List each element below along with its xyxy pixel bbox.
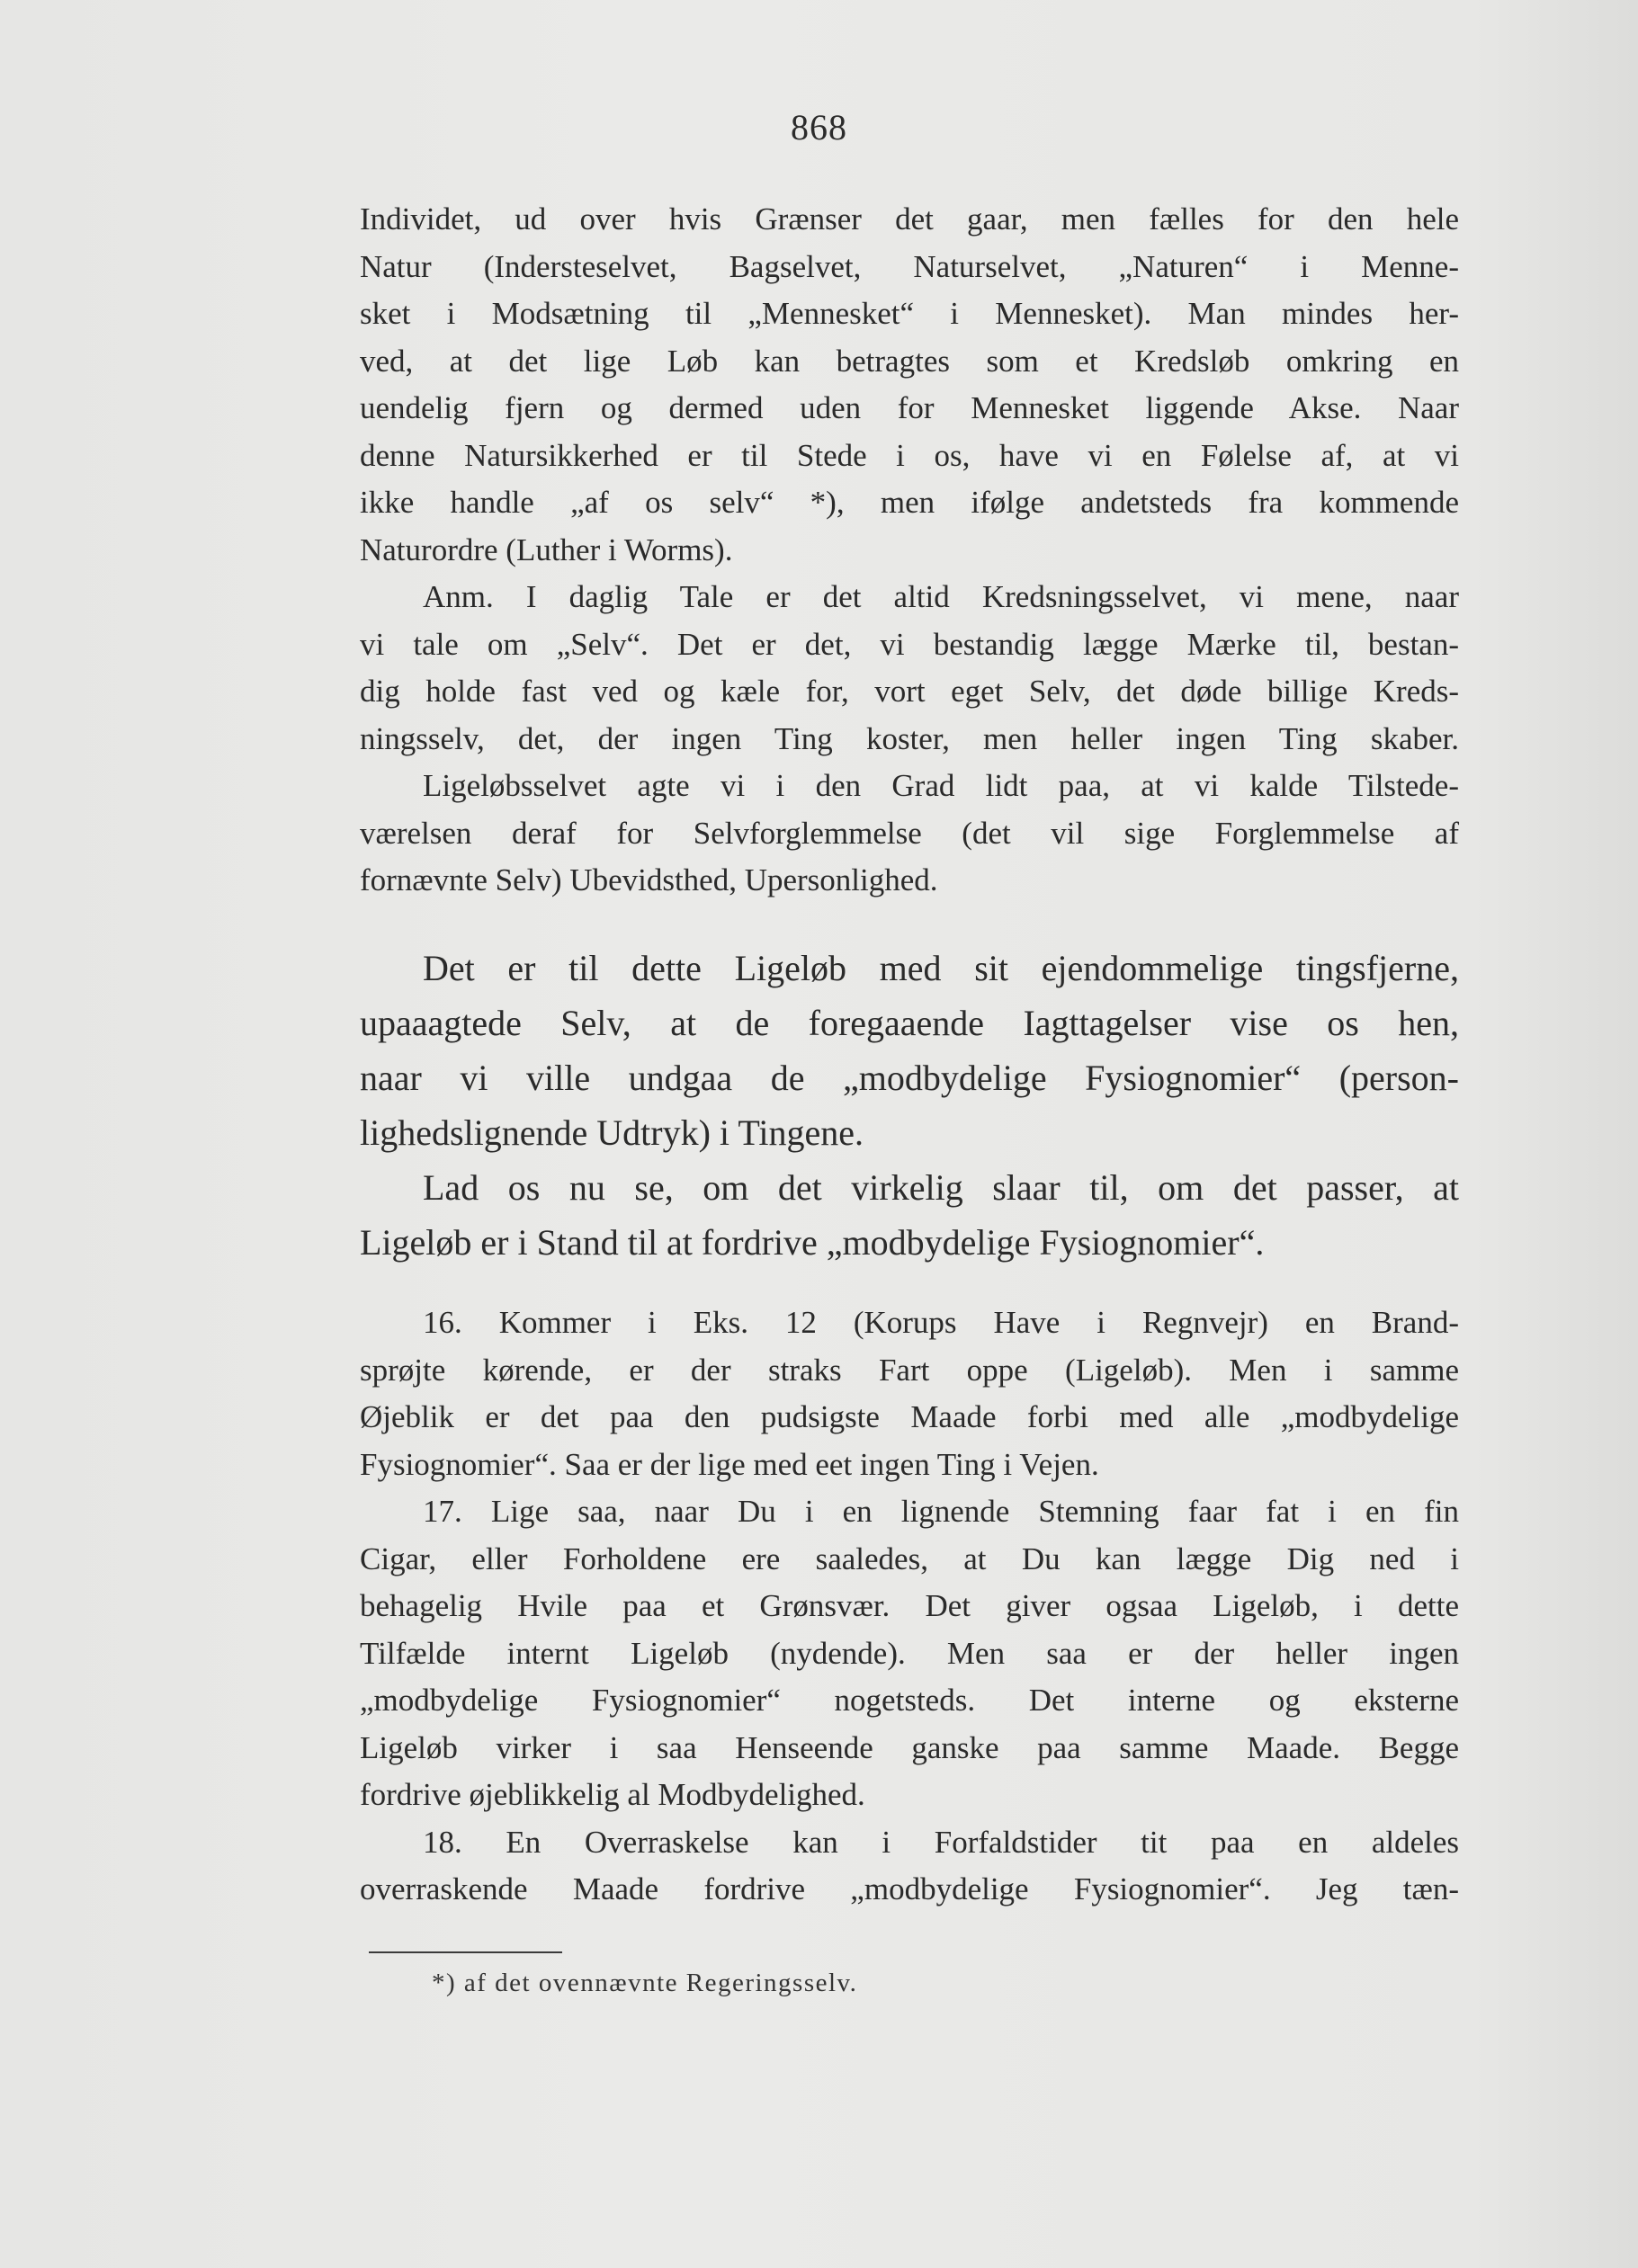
text-line: Lad os nu se, om det virkelig slaar til, om det passer, at — [423, 1167, 1459, 1208]
text-line: behagelig Hvile paa et Grønsvær. Det giver ogsaa Ligeløb, i dette — [360, 1588, 1459, 1623]
text-line: fornævnte Selv) Ubevidsthed, Upersonlighed. — [360, 862, 938, 897]
text-line: Anm. I daglig Tale er det altid Kredsningsselvet, vi mene, naar — [423, 579, 1459, 614]
paragraph-block-3 — [360, 1299, 1459, 1914]
text-line: 18. En Overraskelse kan i Forfaldstider tit paa en aldeles — [423, 1824, 1459, 1860]
paragraph-block-2 — [360, 941, 1459, 1270]
text-line: ved, at det lige Løb kan betragtes som et Kredsløb omkring en — [360, 343, 1459, 379]
text-line: Øjeblik er det paa den pudsigste Maade forbi med alle „modbydelige — [360, 1399, 1459, 1434]
text-line: vi tale om „Selv“. Det er det, vi bestandig lægge Mærke til, bestan- — [360, 626, 1459, 662]
text-line: ningsselv, det, der ingen Ting koster, men heller ingen Ting skaber. — [360, 720, 1459, 756]
text-line: Tilfælde internt Ligeløb (nydende). Men saa er der heller ingen — [360, 1635, 1459, 1671]
text-line: Ligeløb er i Stand til at fordrive „modbydelige Fysiognomier“. — [360, 1222, 1265, 1263]
text-line: upaaagtede Selv, at de foregaaende Iagttagelser vise os hen, — [360, 1003, 1459, 1043]
text-line: Naturordre (Luther i Worms). — [360, 531, 733, 567]
text-line: 17. Lige saa, naar Du i en lignende Stemning faar fat i en fin — [423, 1494, 1459, 1529]
footnote: *) af det ovennævnte Regeringsselv. — [432, 1969, 858, 1997]
text-line: Individet, ud over hvis Grænser det gaar, men fælles for den hele — [360, 201, 1459, 237]
text-line: uendelig fjern og dermed uden for Mennesket liggende Akse. Naar — [360, 390, 1459, 425]
text-line: lighedslignende Udtryk) i Tingene. — [360, 1112, 864, 1153]
text-line: „modbydelige Fysiognomier“ nogetsteds. Det interne og eksterne — [360, 1683, 1459, 1718]
text-line: overraskende Maade fordrive „modbydelige Fysiognomier“. Jeg tæn- — [360, 1871, 1459, 1906]
text-line: Natur (Indersteselvet, Bagselvet, Naturselvet, „Naturen“ i Menne- — [360, 248, 1459, 284]
text-line: Ligeløbsselvet agte vi i den Grad lidt paa, at vi kalde Tilstede- — [423, 768, 1459, 803]
page-number: 868 — [791, 107, 847, 147]
text-line: fordrive øjeblikkelig al Modbydelighed. — [360, 1777, 865, 1812]
text-line: Fysiognomier“. Saa er der lige med eet ingen Ting i Vejen. — [360, 1446, 1099, 1482]
text-line: 16. Kommer i Eks. 12 (Korups Have i Regnvejr) en Brand- — [423, 1305, 1459, 1340]
text-line: dig holde fast ved og kæle for, vort eget Selv, det døde billige Kreds- — [360, 674, 1459, 709]
text-line: sprøjte kørende, er der straks Fart oppe (Ligeløb). Men i samme — [360, 1352, 1459, 1388]
text-line: Det er til dette Ligeløb med sit ejendommelige tingsfjerne, — [423, 948, 1459, 988]
footnote-divider — [369, 1951, 562, 1953]
text-line: Cigar, eller Forholdene ere saaledes, at Du kan lægge Dig ned i — [360, 1540, 1459, 1576]
text-line: Ligeløb virker i saa Henseende ganske paa samme Maade. Begge — [360, 1729, 1459, 1765]
text-line: værelsen deraf for Selvforglemmelse (det vil sige Forglemmelse af — [360, 815, 1459, 851]
text-line: ikke handle „af os selv“ *), men ifølge andetsteds fra kommende — [360, 485, 1459, 520]
paragraph-block-1 — [360, 196, 1459, 905]
text-line: denne Natursikkerhed er til Stede i os, have vi en Følelse af, at vi — [360, 437, 1459, 473]
text-line: naar vi ville undgaa de „modbydelige Fysiognomier“ (person- — [360, 1058, 1459, 1098]
text-line: sket i Modsætning til „Mennesket“ i Mennesket). Man mindes her- — [360, 296, 1459, 331]
